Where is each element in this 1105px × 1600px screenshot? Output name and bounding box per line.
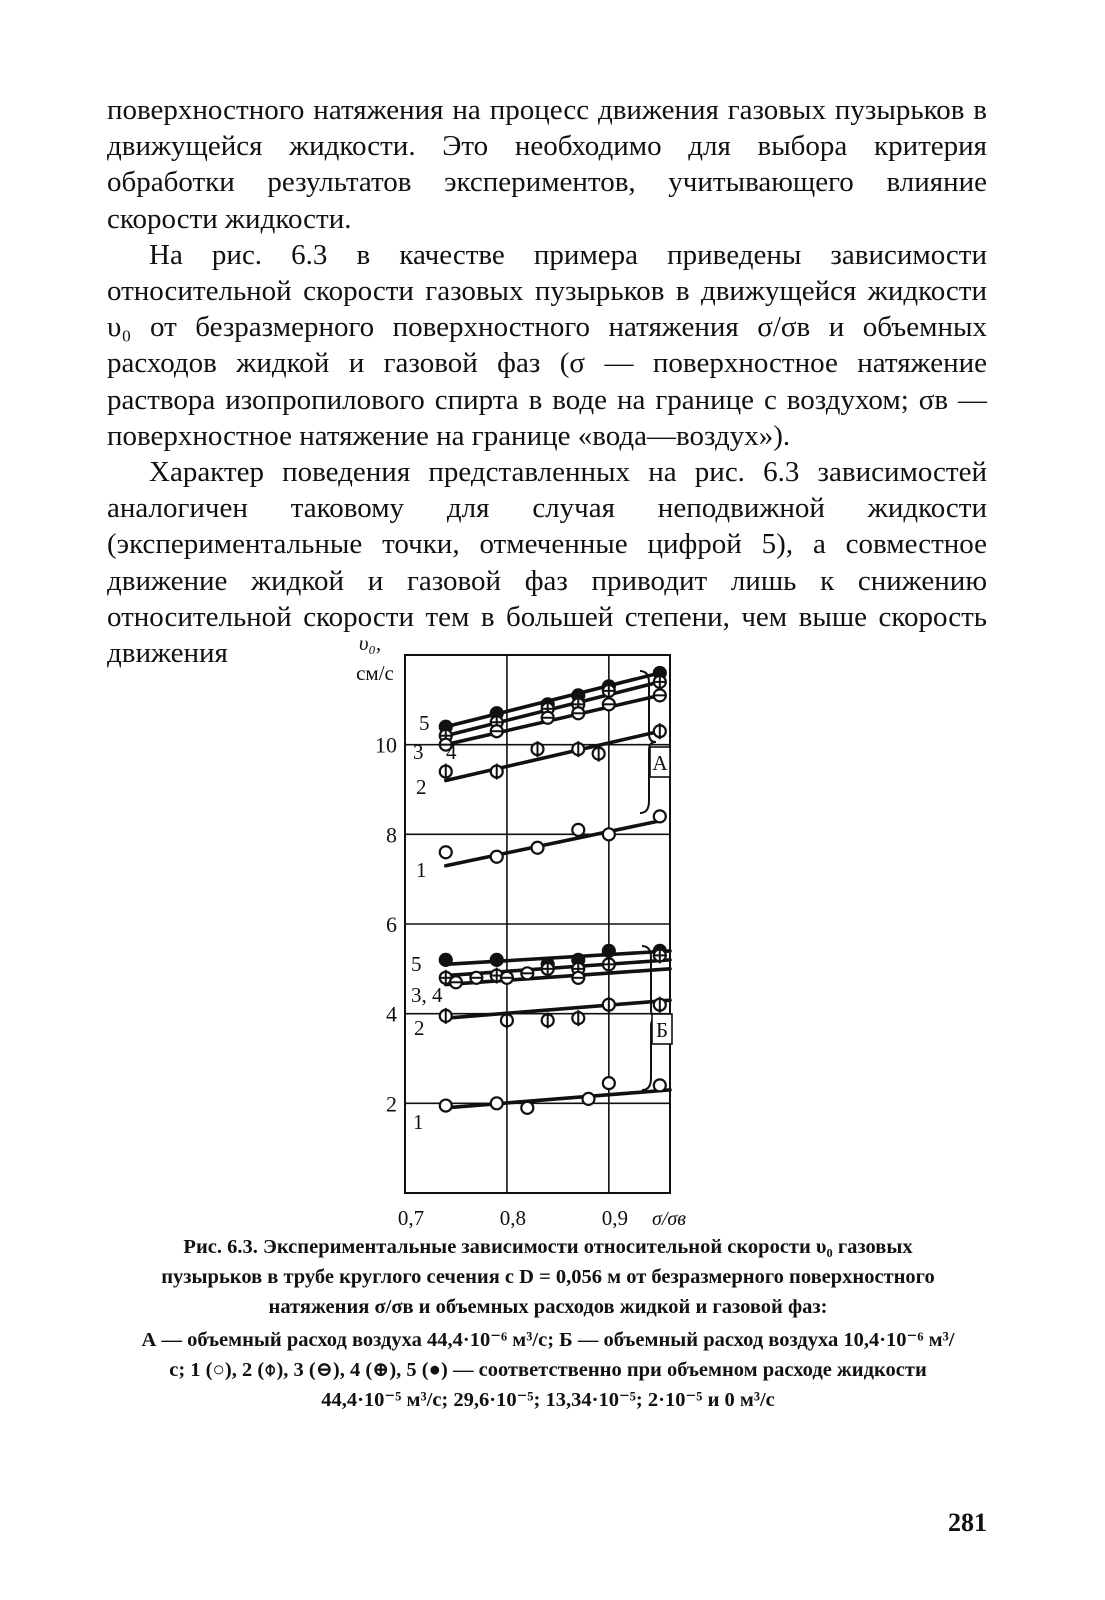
y-tick-label: 6: [386, 912, 397, 937]
caption-title: Рис. 6.3. Экспериментальные зависимости относительной скорости υ₀ газовых пузырьков в трубе круглого сечения с D = 0,056 м от безразмерного поверхностного натяжения σ/σв и объемных расходов жидкой и газовой фаз:: [161, 1236, 935, 1318]
y-axis-unit: см/с: [356, 661, 394, 685]
group-label-b: Б: [655, 1018, 669, 1042]
data-point: [501, 1012, 513, 1028]
point-circle: [603, 1077, 615, 1089]
point-circle: [440, 954, 452, 966]
data-point: [593, 746, 605, 762]
point-circle: [491, 954, 503, 966]
body-text: [107, 92, 987, 671]
data-point: [654, 674, 666, 690]
curve-label-2: 2: [414, 1016, 425, 1040]
data-point: [450, 976, 462, 988]
point-circle: [572, 824, 584, 836]
point-circle: [603, 828, 615, 840]
curve-label-2: 2: [416, 775, 427, 799]
point-circle: [654, 1079, 666, 1091]
data-point: [603, 956, 615, 972]
data-point: [491, 851, 503, 863]
data-point: [572, 741, 584, 757]
data-point: [603, 828, 615, 840]
figure-6-3: [300, 628, 720, 1228]
paragraph: Характер поведения представленных на рис. 6.3 зависимостей аналогичен таковому для случая неподвижной жидкости (экспериментальные точки, отмеченные цифрой 5), а совместное движение жидкой и газовой фаз приводит лишь к снижению относительной скорости тем в большей степени, чем выше скорость движения: [107, 456, 987, 670]
point-circle: [491, 1097, 503, 1109]
y-tick-label: 4: [386, 1001, 397, 1027]
data-point: [603, 698, 615, 710]
data-point: [491, 764, 503, 780]
curve-label-1: 1: [413, 1110, 424, 1134]
data-point: [491, 725, 503, 737]
data-point: [501, 972, 513, 984]
group-label-a: А: [652, 751, 668, 775]
data-point: [470, 972, 482, 984]
figure-caption: [138, 1232, 958, 1415]
paragraph: На рис. 6.3 в качестве примера приведены зависимости относительной скорости газовых пузырьков в движущейся жидкости υ₀ от безразмерного поверхностного натяжения σ/σв и объемных расходов жидкой и газовой фаз (σ — поверхностное натяжение раствора изопропилового спирта в воде на границе с воздухом; σв — поверхностное натяжение на границе «вода—воздух»).: [107, 238, 987, 452]
x-axis-label: σ/σв: [652, 1208, 686, 1228]
data-point: [521, 1102, 533, 1114]
data-point: [603, 997, 615, 1013]
page-number: 281: [948, 1508, 987, 1537]
y-axis-label: υ₀,: [358, 631, 382, 655]
data-point: [582, 1093, 594, 1105]
data-point: [603, 1077, 615, 1089]
curve-label-3: 3: [413, 740, 424, 764]
chart: [300, 628, 720, 1228]
data-point: [440, 1008, 452, 1024]
paragraph: поверхностного натяжения на процесс движения газовых пузырьков в движущейся жидкости. Это необходимо для выбора критерия обработки результатов экспериментов, учитывающего влияние скорости жидкости.: [107, 94, 987, 235]
data-point: [654, 947, 666, 963]
data-point: [440, 764, 452, 780]
data-point: [572, 707, 584, 719]
fit-line-2: [446, 1000, 670, 1018]
data-point: [491, 1097, 503, 1109]
y-tick-label: 10: [375, 732, 397, 758]
curve-label-5: 5: [419, 711, 430, 735]
data-point: [572, 1010, 584, 1026]
point-circle: [582, 1093, 594, 1105]
data-point: [491, 954, 503, 966]
point-circle: [440, 1100, 452, 1112]
data-point: [654, 810, 666, 822]
data-point: [603, 945, 615, 957]
curve-label-3-4: 3, 4: [411, 983, 443, 1007]
curve-label-1: 1: [416, 858, 427, 882]
x-tick-label: 0,7: [397, 1206, 425, 1228]
curve-label-5: 5: [411, 952, 422, 976]
point-circle: [521, 1102, 533, 1114]
curve-label-4: 4: [446, 740, 457, 764]
data-point: [654, 1079, 666, 1091]
data-point: [654, 997, 666, 1013]
x-tick-label: 0,8: [499, 1206, 527, 1228]
data-point: [572, 972, 584, 984]
data-point: [542, 712, 554, 724]
point-circle: [654, 810, 666, 822]
data-point: [440, 1100, 452, 1112]
y-tick-label: 2: [386, 1091, 397, 1117]
data-point: [532, 741, 544, 757]
point-circle: [532, 842, 544, 854]
caption-legend: А — объемный расход воздуха 44,4·10⁻⁶ м³/с; Б — объемный расход воздуха 10,4·10⁻⁶ м³/с; 1 (○), 2 (⌽), 3 (⊖), 4 (⊕), 5 (●) — соответственно при объемном расходе жидкости 44,4·10⁻⁵ м³/с; 29,6·10⁻⁵; 13,34·10⁻⁵; 2·10⁻⁵ и 0 м³/с: [141, 1329, 955, 1411]
point-circle: [603, 945, 615, 957]
data-point: [572, 824, 584, 836]
fit-line-1: [446, 821, 660, 866]
data-point: [521, 967, 533, 979]
data-point: [542, 961, 554, 977]
fit-line-1: [446, 1090, 670, 1108]
data-point: [542, 1012, 554, 1028]
data-point: [654, 689, 666, 701]
point-circle: [440, 846, 452, 858]
data-point: [532, 842, 544, 854]
point-circle: [491, 851, 503, 863]
y-tick-label: 8: [386, 822, 397, 848]
data-point: [654, 723, 666, 739]
data-point: [603, 683, 615, 699]
x-tick-label: 0,9: [601, 1206, 628, 1228]
data-point: [440, 954, 452, 966]
data-point: [440, 846, 452, 858]
